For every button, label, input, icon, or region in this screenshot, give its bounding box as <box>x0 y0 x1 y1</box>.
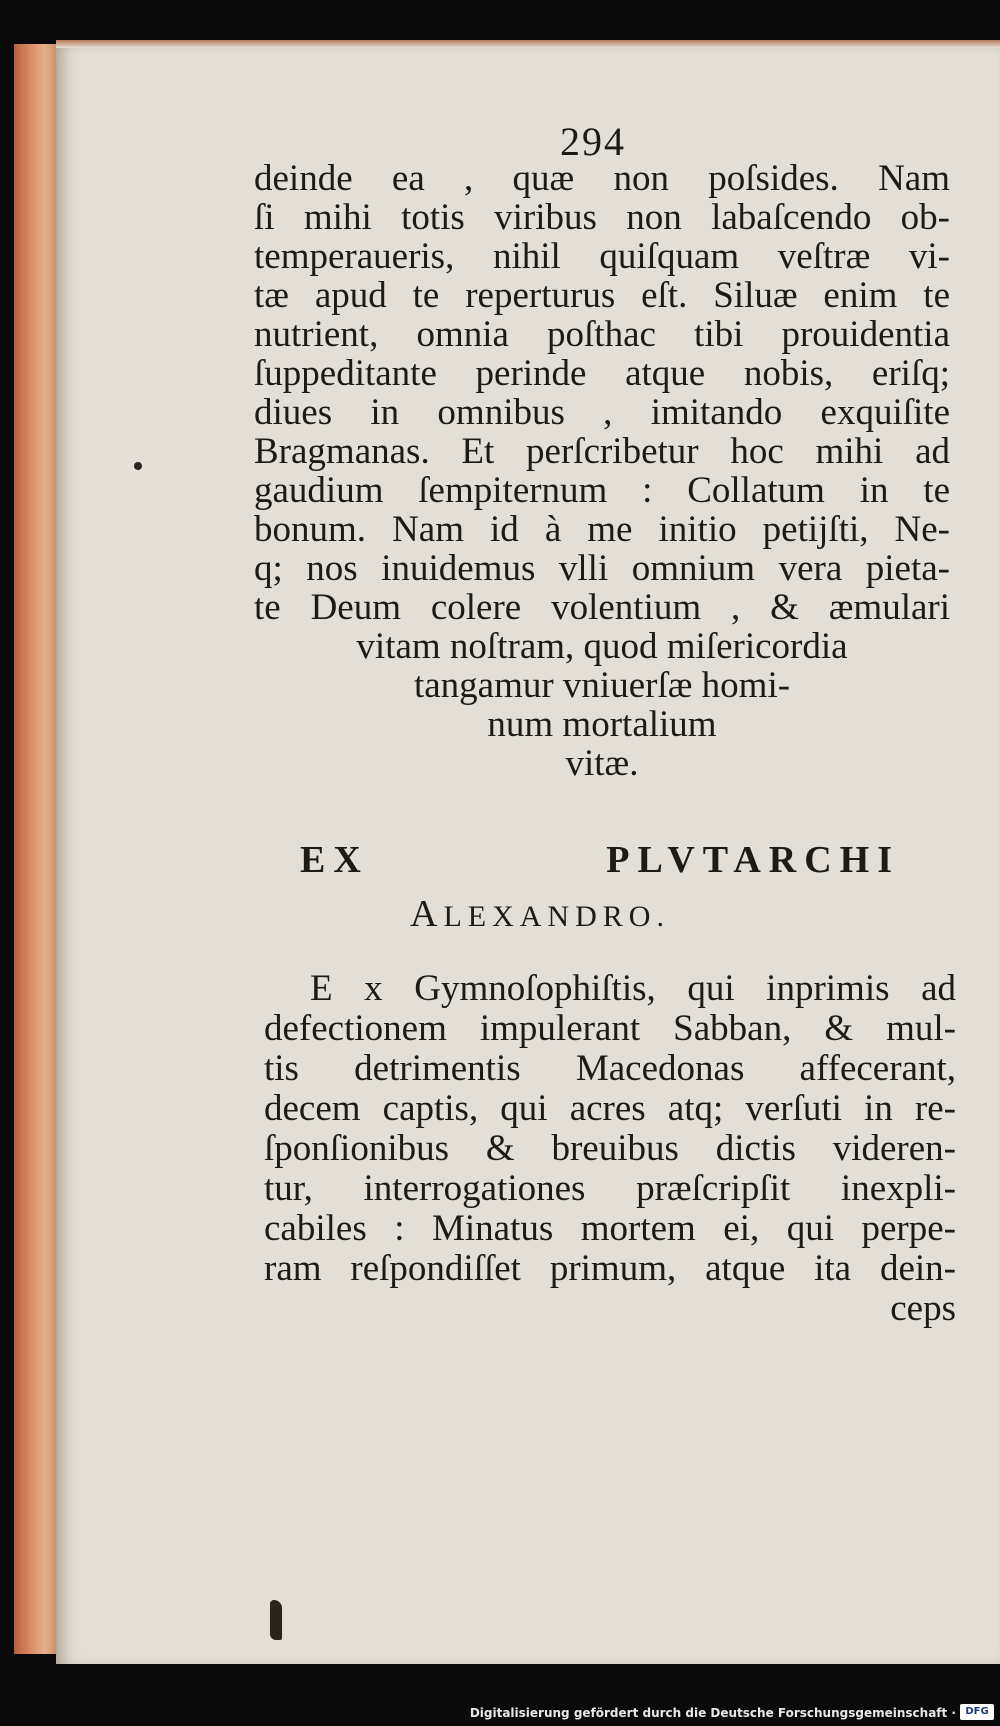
text-line: vitæ. <box>565 743 639 784</box>
subheading-initial: A <box>410 893 444 935</box>
text-line: tangamur vniuerſæ homi- <box>413 665 791 706</box>
text-line: deinde ea , quæ non poſsides. Nam <box>254 158 950 199</box>
text-line: defectionem impulerant Sabban, & mul- <box>264 1008 956 1049</box>
text-line: decem captis, qui acres atq; verſuti in re- <box>264 1088 956 1129</box>
section-subheading <box>410 892 780 936</box>
text-line: cabiles : Minatus mortem ei, qui perpe- <box>264 1208 956 1249</box>
text-line: num mortalium <box>487 704 717 745</box>
subheading-rest: LEXANDRO. <box>443 900 670 933</box>
funding-credit: Digitalisierung gefördert durch die Deutsche Forschungsgemeinschaft · <box>469 1706 956 1720</box>
text-line: q; nos inuidemus vlli omnium vera pieta- <box>254 548 950 589</box>
text-line: tæ apud te reperturus eſt. Siluæ enim te <box>254 275 950 316</box>
text-line: E x Gymnoſophiſtis, qui inprimis ad <box>310 968 956 1009</box>
text-line: Bragmanas. Et perſcribetur hoc mihi ad <box>254 431 950 472</box>
text-line: te Deum colere volentium , & æmulari <box>254 587 950 628</box>
text-line: tur, interrogationes præſcripſit inexpli- <box>264 1168 956 1209</box>
text-line: temperaueris, nihil quiſquam veſtræ vi- <box>254 236 950 277</box>
text-line: ſponſionibus & breuibus dictis videren- <box>264 1128 956 1169</box>
page-top-shadow <box>56 40 1000 48</box>
text-line: gaudium ſempiternum : Collatum in te <box>254 470 950 511</box>
text-line: diues in omnibus , imitando exquiſite <box>254 392 950 433</box>
text-line: ſuppeditante perinde atque nobis, eriſq; <box>254 353 950 394</box>
bottom-ink-mark <box>270 1600 282 1640</box>
section-heading: EX PLVTARCHI <box>300 839 900 881</box>
text-line: ram reſpondiſſet primum, atque ita dein- <box>264 1248 956 1289</box>
book-page-edges <box>14 44 58 1654</box>
dfg-logo: DFG <box>960 1704 994 1720</box>
text-line: tis detrimentis Macedonas affecerant, <box>264 1048 956 1089</box>
text-line: bonum. Nam id à me initio petijſti, Ne- <box>254 509 950 550</box>
margin-ink-mark <box>134 462 142 470</box>
page-number: 294 <box>560 119 626 164</box>
text-line: ſi mihi totis viribus non labaſcendo ob- <box>254 197 950 238</box>
text-line: vitam noſtram, quod miſericordia <box>356 626 848 667</box>
text-line: nutrient, omnia poſthac tibi prouidentia <box>254 314 950 355</box>
catchword: ceps <box>890 1288 956 1329</box>
